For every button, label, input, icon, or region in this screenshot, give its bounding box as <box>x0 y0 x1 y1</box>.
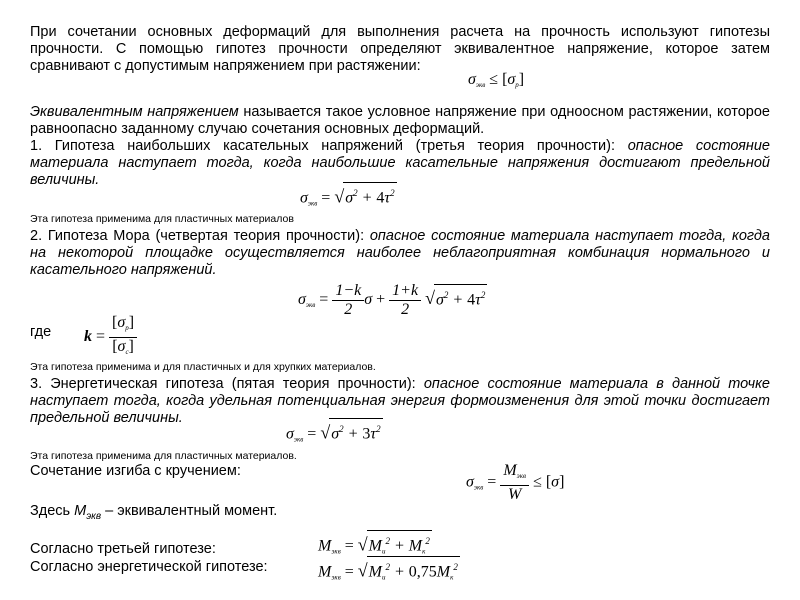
hyp1-note: Эта гипотеза применима для пластичных материалов <box>30 213 294 225</box>
formula-moment-third: $M_{экв} = √M_и^2 + M_к^2$ <box>318 530 432 561</box>
formula-moment-energy: $M_{экв} = √M_и^2 + 0,75M_к^2$ <box>318 556 460 587</box>
hyp3-lead: 3. Энергетическая гипотеза (пятая теория прочности): <box>30 376 424 392</box>
hyp3-statement: опасное состояние материала в данной точке наступает тогда, когда удельная потенциальная энергия формоизменения для этой точки достигает предельной величины. <box>30 376 770 426</box>
hyp2-lead: 2. Гипотеза Мора (четвертая теория прочности): <box>30 228 370 244</box>
formula-allowable: $\sigma_{экв} \le [\sigma_p]$ <box>468 71 525 89</box>
hyp3-note: Эта гипотеза применима для пластичных материалов. <box>30 450 297 462</box>
intro-paragraph <box>30 24 770 75</box>
intro-text: При сочетании основных деформаций для выполнения расчета на прочность используют гипотезы прочности. С помощью гипотез прочности определяют эквивалентное напряжение, которое затем сравнивают с допустимым напряжением при растяжении: <box>30 24 770 74</box>
definition-term: Эквивалентным напряжением <box>30 104 239 120</box>
hyp2-note: Эта гипотеза применима и для пластичных и для хрупких материалов. <box>30 361 376 373</box>
formula-mohr: $\sigma_{экв}$ = $\frac{1-k}{2}$ σ + $\frac{1+k}{2}$ $√\sigma^2 + 4\tau^2$ <box>298 282 486 318</box>
combo-title: Сочетание изгиба с кручением: <box>30 463 241 479</box>
formula-k: k = $\frac{[\sigma_p]}{[\sigma_c]}$ <box>84 314 137 361</box>
hyp1-lead: 1. Гипотеза наибольших касательных напряжений (третья теория прочности): <box>30 138 628 154</box>
definition-text: называется такое условное напряжение при одноосном растяжении, которое равноопасно заданному случаю сочетания основных деформаций. <box>30 104 770 137</box>
hyp2-statement: опасное состояние материала наступает тогда, когда на некоторой площадке осуществляется наиболее неблагоприятная комбинация нормального и касательного напряжений. <box>30 228 770 278</box>
hyp3-paragraph <box>30 376 770 427</box>
formula-energy: $\sigma_{экв} = √\sigma^2 + 3\tau^2$ <box>286 418 383 449</box>
where-label: где <box>30 324 52 340</box>
hyp1-statement: опасное состояние материала наступает тогда, когда наибольшие касательные напряжения достигают предельной величины. <box>30 138 770 188</box>
third-hypothesis-label: Согласно третьей гипотезе: <box>30 541 216 557</box>
definition-paragraph <box>30 104 770 189</box>
energy-hypothesis-label: Согласно энергетической гипотезе: <box>30 559 268 575</box>
formula-bending-torsion: $\sigma_{экв}$ = $\frac{M_{экв}}{W}$ ≤ [σ] <box>466 462 565 503</box>
formula-third-theory: $\sigma_{экв} = √\sigma^2 + 4\tau^2$ <box>300 182 397 213</box>
hyp2-paragraph <box>30 228 770 279</box>
equivalent-moment-text: Здесь $M_{экв}$ – эквивалентный момент. <box>30 503 278 522</box>
